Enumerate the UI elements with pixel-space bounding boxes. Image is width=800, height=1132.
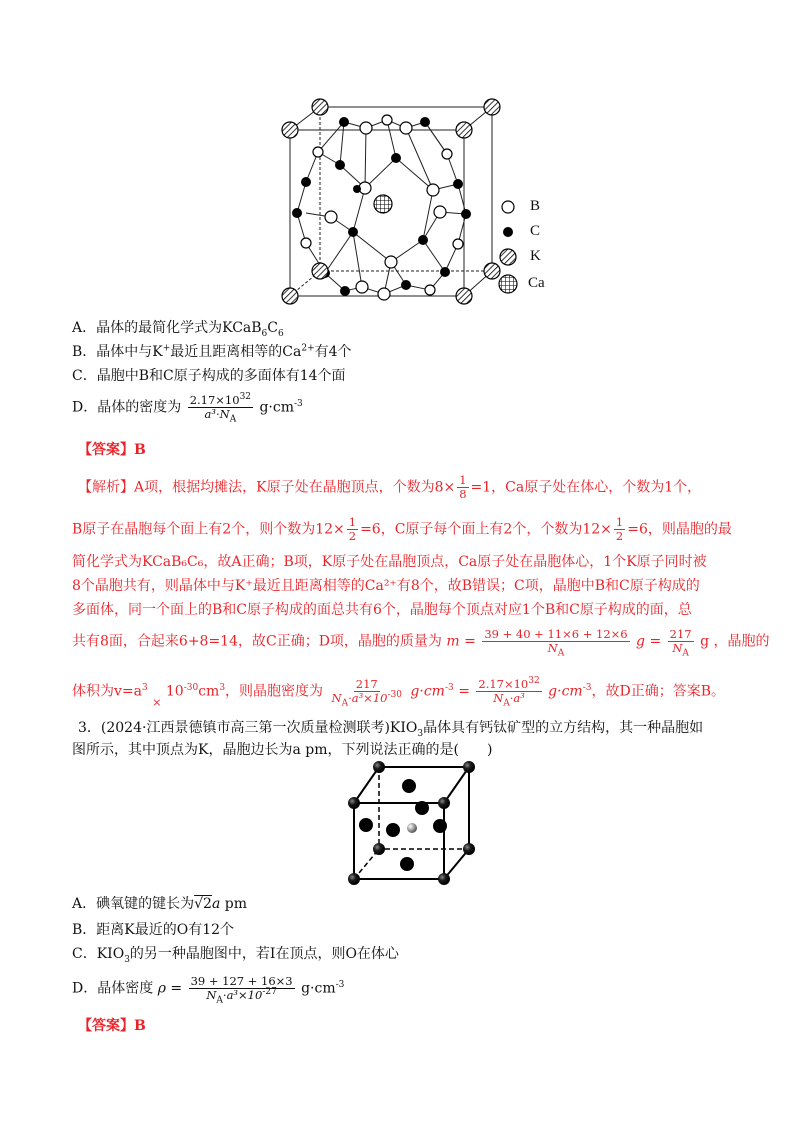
q3-answer: 【答案】B <box>78 1018 146 1034</box>
q2-option-d-fraction: $\frac{2.17\times 10^{32}}{a^3\cdot N_A}$ <box>189 392 252 425</box>
legend-c-label: C <box>530 223 541 239</box>
q3-stem-line1: 3．(2024·江西景德镇市高三第一次质量检测联考)$KIO_3$晶体具有钙钛矿型的立方结构，其一种晶胞如 <box>78 720 704 739</box>
q2-option-c: C．晶胞中B和C原子构成的多面体有14个面 <box>72 368 346 384</box>
q3-option-a: A．碘氧键的键长为√2a pm <box>72 896 247 912</box>
q2-explanation-line2: B原子在晶胞每个面上有2个，则个数为12× $\frac{1}{2}$ =6，C原子每个面上有2个，个数为12× $\frac{1}{2}$ =6，则晶胞的最 <box>72 515 732 543</box>
q2-explanation-line7: 体积为$v=a^3$ $_\times$ $10^{-30}cm^3$，则晶胞密度为 $\frac{217}{N_A\cdot a^3\times 10^{-30}}$ $g\cdot cm^{-3}$ = $\frac{2.17\times 10^{32}}{N_A\cdot a^3}$ $g\cdot cm^{-3}$，故D正确；答案B。 <box>72 676 725 709</box>
legend-c-icon <box>500 224 516 240</box>
q2-explanation-line1: 【解析】A项，根据均摊法，K原子处在晶胞顶点，个数为8× $\frac{1}{8}$ =1，Ca原子处在体心，个数为1个， <box>78 473 702 501</box>
q3-stem-line2: 图所示，其中顶点为K，晶胞边长为a pm，下列说法正确的是( ) <box>72 742 493 758</box>
q2-option-d: D．晶体的密度为 $\frac{2.17\times 10^{32}}{a^3\cdot N_A}$ $g\cdot cm^{-3}$ <box>72 392 303 425</box>
q3-option-b: B．距离K最近的O有12个 <box>72 922 235 938</box>
legend-ca-icon <box>497 273 519 295</box>
q3-option-c: C．$KIO_3$的另一种晶胞图中，若I在顶点，则O在体心 <box>72 946 399 965</box>
q2-explanation-line5: 多面体，同一个面上的B和C原子构成的面总共有6个，晶胞每个顶点对应1个B和C原子构成的面，总 <box>72 602 692 618</box>
legend-ca-label: Ca <box>528 275 545 291</box>
q2-answer: 【答案】B <box>78 442 146 458</box>
legend-b-icon <box>500 199 516 215</box>
q2-explanation-line6: 共有8面，合起来6+8=14，故C正确；D项，晶胞的质量为 m = $\frac{39 + 40 + 11\times 6 + 12\times 6}{N_A}$ g = $\frac{217}{N_A}$ g ，晶胞的 <box>72 627 770 659</box>
legend-k-icon <box>498 247 518 267</box>
q3-option-d: D．晶体密度 ρ = $\frac{39 + 127 + 16\times 3}{N_A\cdot a^3\times 10^{-27}}$ $g\cdot cm^{-3}$ <box>72 974 345 1006</box>
q2-explanation-line3: 简化学式为KCaB₆C₆，故A正确；B项，K原子处在晶胞顶点，Ca原子处在晶胞体心，1个K原子同时被 <box>72 554 707 570</box>
q2-option-a: A．晶体的最简化学式为$KCaB_6C_6$ <box>72 320 284 339</box>
q2-explanation-line4: 8个晶胞共有，则晶体中与K⁺最近且距离相等的Ca²⁺有8个，故B错误；C项，晶胞中B和C原子构成的 <box>72 578 700 594</box>
legend-k-label: K <box>530 248 541 264</box>
crystal-figure-kcab6c6 <box>276 96 566 311</box>
crystal-figure-kio3 <box>340 756 482 890</box>
q2-option-b: B．晶体中与K+最近且距离相等的$Ca^{2+}$有4个 <box>72 343 352 360</box>
legend-b-label: B <box>530 198 541 214</box>
